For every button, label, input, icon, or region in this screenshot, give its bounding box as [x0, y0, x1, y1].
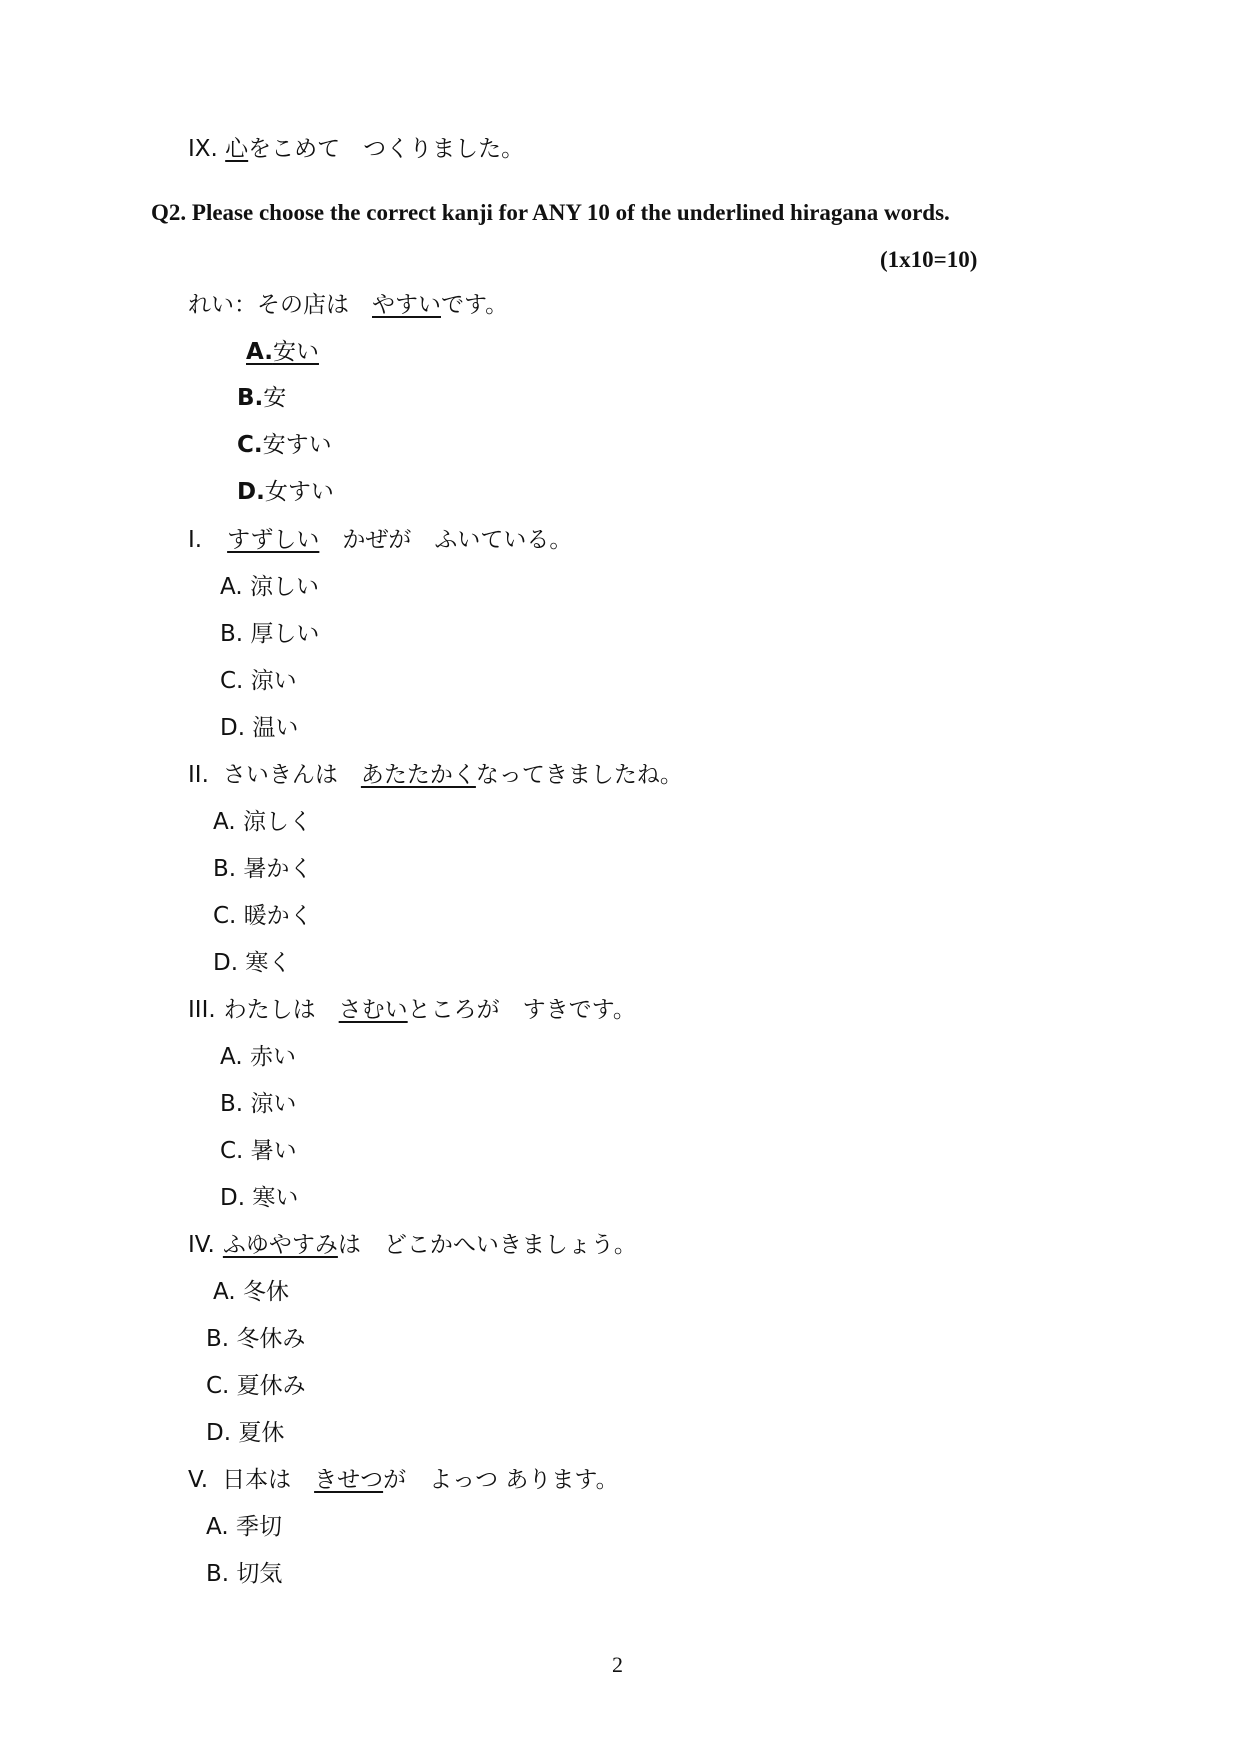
question-v-option-b: B. 切気 [206, 1561, 283, 1587]
question-ii-option-a: A. 涼しく [213, 809, 312, 835]
question-prefix: さいきんは [222, 762, 361, 788]
question-ii-option-b: B. 暑かく [213, 856, 313, 882]
option-text: 女すい [264, 479, 334, 505]
question-suffix: は どこかへいきましょう。 [337, 1232, 637, 1258]
question-underlined: すずしい [227, 527, 320, 553]
example-option-a [246, 337, 319, 367]
question-i-option-c: C. 涼い [220, 668, 297, 694]
option-text: 安い [272, 339, 319, 365]
question-i-option-b: B. 厚しい [220, 621, 320, 647]
question-suffix: かぜが ふいている。 [319, 527, 573, 553]
question-prefix: わたしは [223, 997, 339, 1023]
question-i-option-d: D. 温い [220, 715, 299, 741]
question-v-option-a: A. 季切 [206, 1514, 282, 1540]
question-number: II. [188, 762, 209, 788]
question-iv-option-a: A. 冬休 [213, 1279, 289, 1305]
example-prefix: れい：その店は [188, 292, 372, 318]
option-text: 安すい [262, 432, 332, 458]
prev-item-ix [188, 134, 524, 164]
question-iii-option-a: A. 赤い [220, 1044, 296, 1070]
q2-heading: Q2. Please choose the correct kanji for ANY 10 of the underlined hiragana words. [151, 200, 950, 225]
question-number: IV. [188, 1232, 215, 1258]
question-number: III. [188, 997, 216, 1023]
example-sentence [188, 290, 508, 320]
example-option-b [237, 383, 286, 413]
option-letter: B. [237, 385, 264, 411]
question-ii [188, 760, 683, 790]
question-iii-option-b: B. 涼い [220, 1091, 297, 1117]
example-underlined: やすい [372, 292, 441, 318]
question-underlined: ふゆやすみ [222, 1232, 338, 1258]
page-number: 2 [612, 1652, 623, 1677]
question-number: V. [188, 1467, 209, 1493]
underlined-word: 心 [225, 136, 249, 162]
question-suffix: が よっつ あります。 [383, 1467, 619, 1493]
item-rest: をこめて つくりました。 [248, 136, 525, 162]
option-letter: D. [237, 479, 265, 505]
question-iii-option-c: C. 暑い [220, 1138, 297, 1164]
q2-marks: (1x10=10) [880, 247, 978, 272]
question-iv-option-b: B. 冬休み [206, 1326, 306, 1352]
question-underlined: あたたかく [360, 762, 476, 788]
question-v [188, 1465, 619, 1495]
question-suffix: ところが すきです。 [407, 997, 636, 1023]
option-text: 安 [263, 385, 287, 411]
question-i-option-a: A. 涼しい [220, 574, 319, 600]
question-underlined: きせつ [314, 1467, 384, 1493]
question-ii-option-d: D. 寒く [213, 950, 292, 976]
option-letter: A. [246, 339, 273, 365]
option-letter: C. [237, 432, 263, 458]
question-iv-option-d: D. 夏休 [206, 1420, 285, 1446]
question-i [188, 525, 572, 555]
example-option-d [237, 477, 334, 507]
item-number: IX. [188, 136, 226, 162]
example-option-c [237, 430, 332, 460]
question-suffix: なってきましたね。 [475, 762, 683, 788]
question-iii-option-d: D. 寒い [220, 1185, 299, 1211]
example-suffix: です。 [441, 292, 509, 318]
question-iii [188, 995, 636, 1025]
question-iv-option-c: C. 夏休み [206, 1373, 306, 1399]
question-number: I. [188, 527, 203, 553]
question-prefix: 日本は [222, 1467, 315, 1493]
question-ii-option-c: C. 暖かく [213, 903, 313, 929]
question-underlined: さむい [338, 997, 408, 1023]
question-iv [188, 1230, 637, 1260]
